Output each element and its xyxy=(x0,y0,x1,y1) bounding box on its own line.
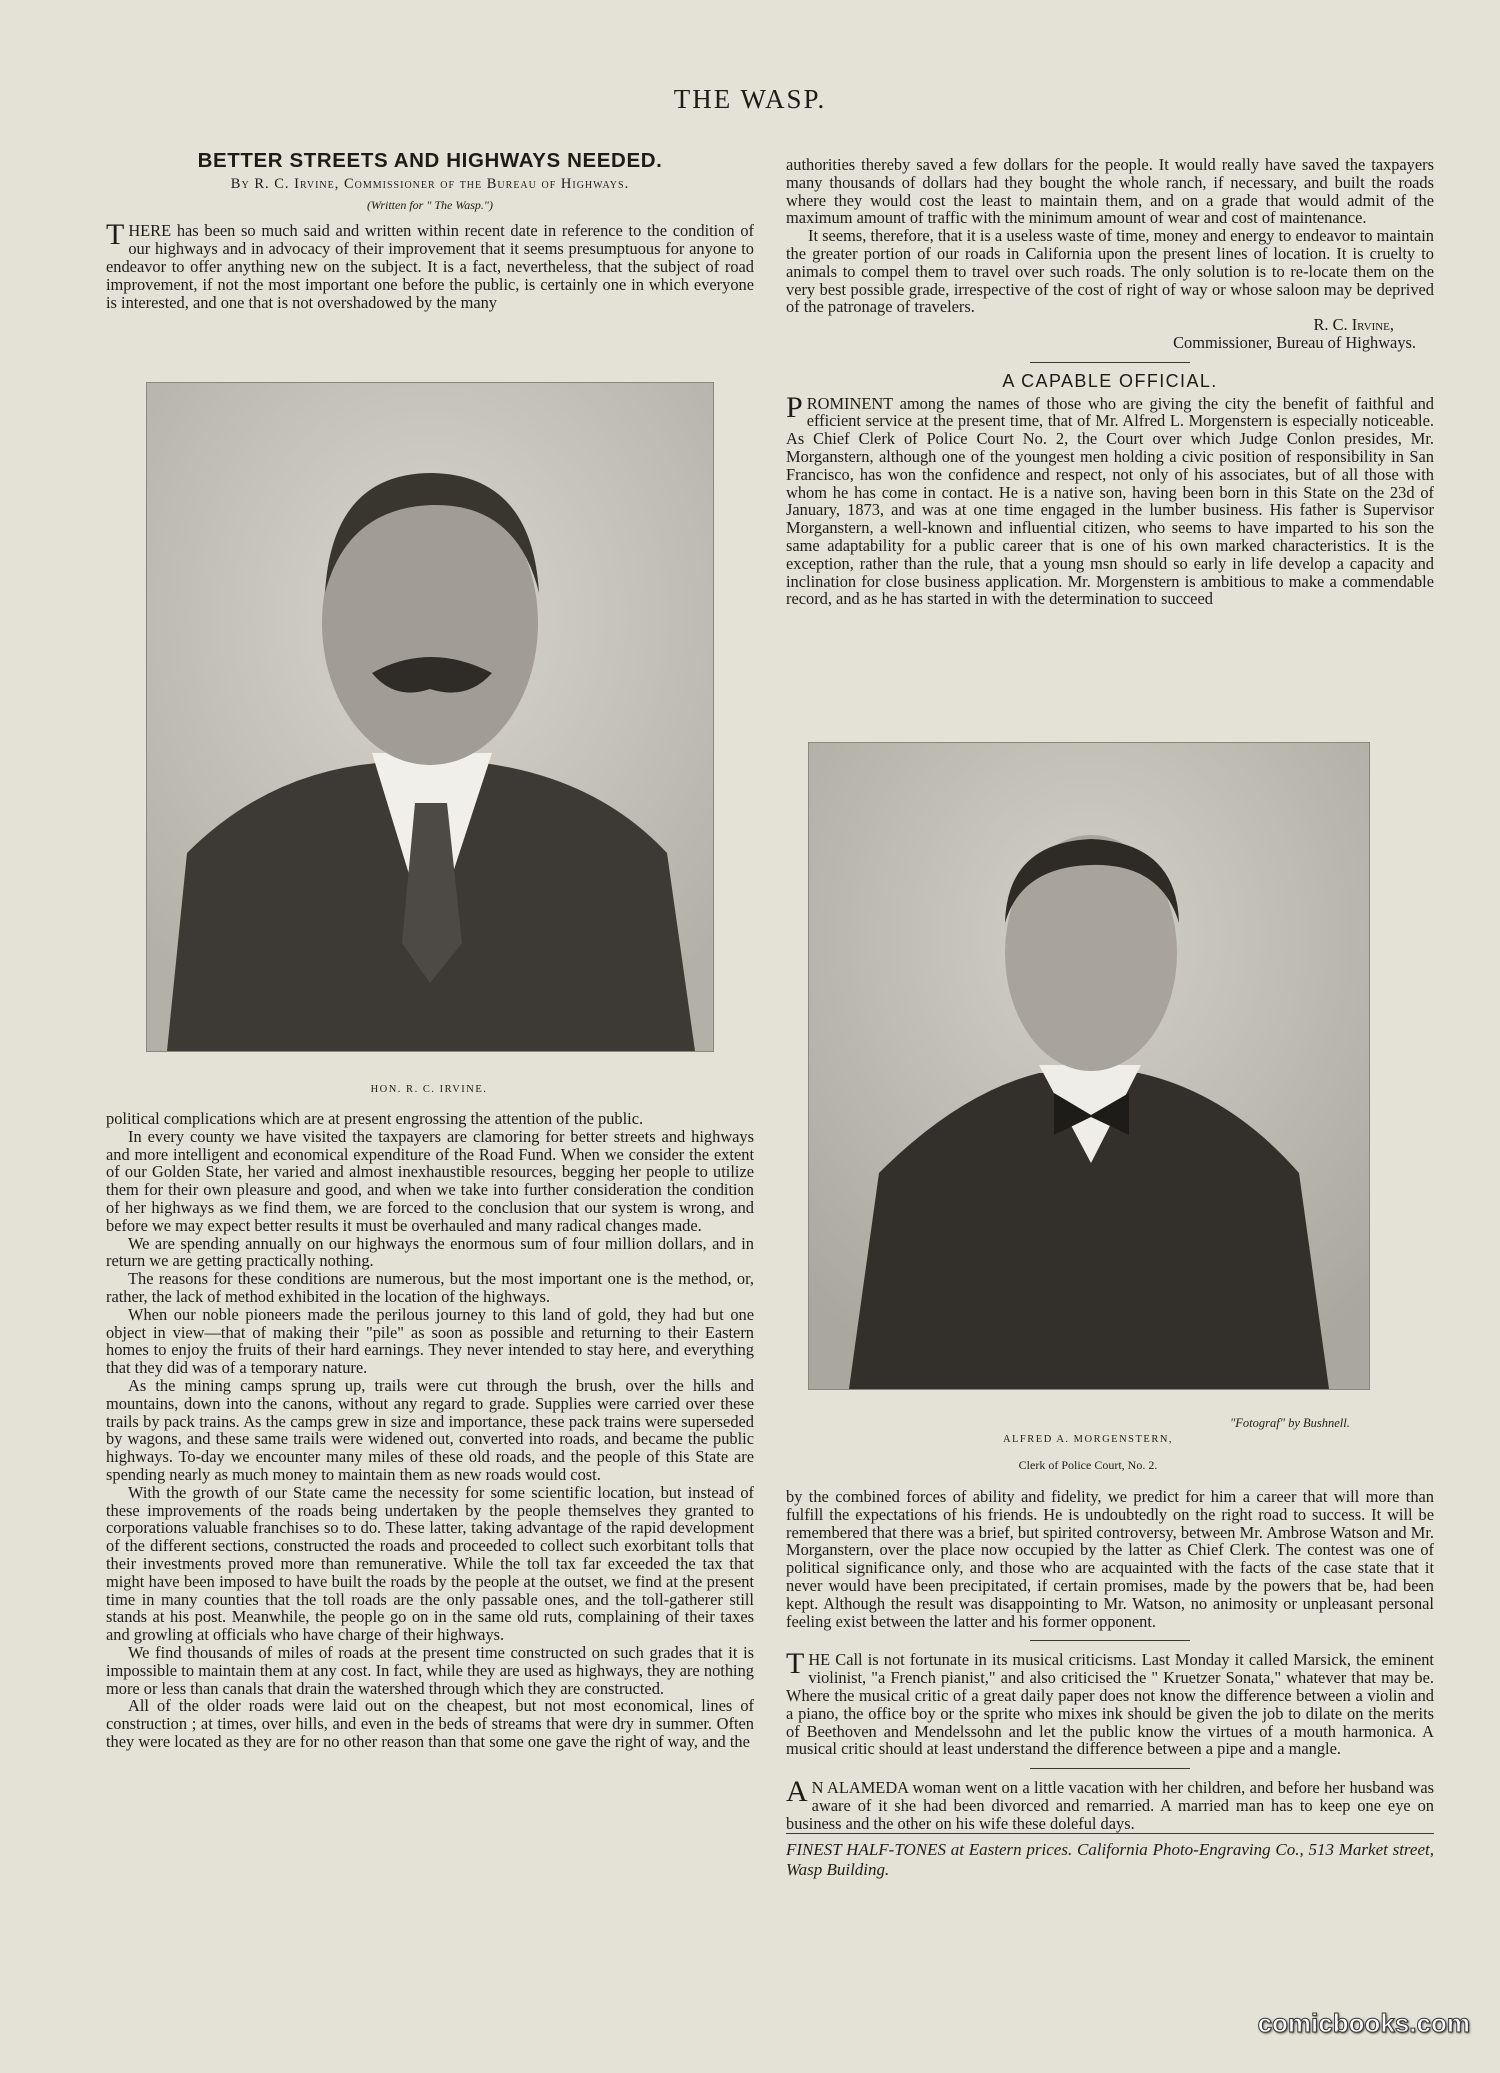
article-paragraph: It seems, therefore, that it is a useless waste of time, money and energy to endeavor to maintain the greater portion of our roads in California upon the present lines of location. It is cruelty to animals to compel them to travel over such roads. The only solution is to re-locate them on the very best possible grade, irrespective of the cost of right of way or whose saloon may be deprived of the patronage of travelers. xyxy=(786,226,1434,317)
article-paragraph: All of the older roads were laid out on the cheapest, but not most economical, lines of construction ; at times, over hills, and even in the beds of streams that were dry in summer. Often they were located as they are for no other reason than that some one gave the right of way, and the xyxy=(106,1696,754,1751)
section-title: A CAPABLE OFFICIAL. xyxy=(1002,370,1218,391)
signature-name: R. C. Irvine, xyxy=(1313,315,1394,335)
drop-cap: A xyxy=(786,1775,808,1809)
signature-title: Commissioner, Bureau of Highways. xyxy=(1173,332,1416,352)
news-item: A N ALAMEDA woman went on a little vacation with her children, and before her husband was aware of it she had been divorced and remarried. A married man has to keep one eye on business and the other on his wife these doleful days. xyxy=(786,1775,1434,1833)
article-paragraph: With the growth of our State came the necessity for some scientific location, but instead of these improvements of the roads being undertaken by the people themselves they granted to corporations valuable franchises so to do. These latter, taking advantage of the rapid development of the different sections, constructed the roads and proceeded to collect such exorbitant tolls that their investments proved more than remunerative. While the toll tax far exceeded the tax that might have been imposed to have built the roads by the people at the outset, we find at the present time in many counties that the toll roads are the only passable ones, and the toll-gatherer still stands at his post. Meanwhile, the people go on in the same old ruts, complaining of their taxes and growling at officials who have charge of their highways. xyxy=(106,1482,754,1645)
drop-cap: P xyxy=(786,390,803,424)
drop-cap: T xyxy=(106,218,125,252)
advertisement: FINEST HALF-TONES at Eastern prices. California Photo-Engraving Co., 513 Market street, Wasp Building. xyxy=(786,1833,1434,1880)
article-paragraph: As the mining camps sprung up, trails were cut through the brush, over the hills and mountains, down into the canons, without any regard to grade. Supplies were carried over these trails by pack trains. As the camps grew in size and importance, these pack trains were superseded by wagons, and these same trails were widened out, converted into roads, and became the public highways. To-day we encounter many miles of these old roads, and the people of this State are spending nearly as much money to maintain them as new roads would cost. xyxy=(106,1375,754,1484)
article-byline: By R. C. Irvine, Commissioner of the Bureau of Highways. xyxy=(230,175,630,192)
photo-caption-title: Clerk of Police Court, No. 2. xyxy=(1018,1458,1158,1472)
article-paragraph: We find thousands of miles of roads at the present time constructed on such grades that it is impossible to maintain them at any cost. In fact, while they are used as highways, they are nothing more or less than canals that drain the watershed through which they are constructed. xyxy=(106,1642,754,1698)
photo-caption-irvine: HON. R. C. IRVINE. xyxy=(370,1084,488,1095)
portrait-illustration xyxy=(147,383,713,1051)
article-paragraph: PROMINENT among the names of those who are giving the city the benefit of faithful and efficient service at the present time, that of Mr. Alfred L. Morgenstern is especially noticeable. As Chief Clerk of Police Court No. 2, the Court over which Judge Conlon presides, Mr. Morganstern, although one of the youngest men holding a civic position of responsibility in San Francisco, has won the confidence and respect, not only of his associates, but of all those with whom he has come in contact. He is a native son, having been born in this State on the 23d of January, 1873, and was at one time engaged in the lumber business. His father is Supervisor Morganstern, a well-known and influential citizen, who seems to have imparted to his son the same adaptability for a public career that is one of his own marked characteristics. It is the exception, rather than the rule, that a young msn should so early in life develop a capacity and inclination for close business application. Mr. Morgenstern is ambitious to make a commendable record, and as he has started in with the determination to succeed xyxy=(786,390,1434,609)
article-paragraph: political complications which are at present engrossing the attention of the public. xyxy=(106,1109,644,1128)
watermark: comicbooks.com xyxy=(1257,2008,1470,2038)
article-paragraph: THERE has been so much said and written within recent date in reference to the condition of our highways and in advocacy of their improvement that it seems presumptuous for anyone to endeavor to offer anything new on the subject. It is a fact, nevertheless, that the subject of road improvement, if not the most important one before the public, is certainly one in which everyone is interested, and one that is not overshadowed by the many xyxy=(106,218,754,312)
left-column xyxy=(106,150,754,311)
article-paragraph: authorities thereby saved a few dollars for the people. It would really have saved the taxpayers many thousands of dollars had they bought the whole ranch, if necessary, and built the roads where they would cost the least to maintain them, and on a grade that would admit of the maximum amount of traffic with the minimum amount of wear and cost of maintenance. xyxy=(786,155,1434,228)
right-column xyxy=(786,156,1434,608)
left-column-continued xyxy=(106,1110,754,1751)
photo-credit: "Fotograf" by Bushnell. xyxy=(1230,1416,1350,1430)
article-headline: BETTER STREETS AND HIGHWAYS NEEDED. xyxy=(197,149,663,172)
article-paragraph: The reasons for these conditions are numerous, but the most important one is the method, or, rather, the lack of method exhibited in the location of the highways. xyxy=(106,1269,754,1306)
drop-cap: T xyxy=(786,1647,805,1681)
article-paragraph: When our noble pioneers made the perilous journey to this land of gold, they had but one object in view—that of making their "pile" as soon as possible and returning to their Eastern homes to enjoy the fruits of their hard earnings. They never intended to stay here, and everything that they did was of a temporary nature. xyxy=(106,1304,754,1378)
section-divider xyxy=(1030,362,1190,363)
article-paragraph: by the combined forces of ability and fidelity, we predict for him a career that will more than fulfill the expectations of his friends. He is undoubtedly on the right road to success. It will be remembered that there was a brief, but spirited controversy, between Mr. Ambrose Watson and Mr. Morganstern, over the place now occupied by the latter as Chief Clerk. The contest was one of political significance only, and those who are acquainted with the facts of the case state that it never would have been precipitated, if certain promises, made by the powers that be, had been kept. Although the result was disappointing to Mr. Watson, no animosity or unpleasant personal feeling exist between the latter and his former opponent. xyxy=(786,1487,1434,1631)
portrait-illustration xyxy=(809,743,1369,1389)
article-paragraph: We are spending annually on our highways the enormous sum of four million dollars, and in return we are getting practically nothing. xyxy=(106,1233,754,1271)
news-item: THE Call is not fortunate in its musical criticisms. Last Monday it called Marsick, the eminent violinist, "a French pianist," and also criticised the " Kruetzer Sonata," whatever that may be. Where the musical critic of a great daily paper does not know the difference between a violin and a piano, the office boy or the sprite who mixes ink should be given the job to dilate on the merits of Beethoven and Mendelssohn and let the public know the virtues of a mouth harmonica. A musical critic should at least understand the difference between a pipe and a mangle. xyxy=(786,1647,1434,1759)
photo-caption-morgenstern: ALFRED A. MORGENSTERN, xyxy=(1002,1434,1174,1445)
right-column-continued xyxy=(786,1488,1434,1880)
portrait-photo-irvine xyxy=(146,382,714,1052)
section-divider xyxy=(1030,1640,1190,1641)
written-for-note: (Written for " The Wasp.") xyxy=(367,197,493,212)
masthead: THE WASP. xyxy=(673,84,827,114)
section-divider xyxy=(1030,1768,1190,1769)
article-paragraph: In every county we have visited the taxpayers are clamoring for better streets and highways and more intelligent and economical expenditure of the Road Fund. When we consider the extent of our Golden State, her varied and almost inexhaustible resources, begging her people to utilize them for their own pleasure and good, and when we take into further consideration the condition of her highways as we find them, we are forced to the conclusion that our system is wrong, and before we may expect better results it must be overhauled and many radical changes made. xyxy=(106,1126,754,1235)
portrait-photo-morgenstern xyxy=(808,742,1370,1390)
